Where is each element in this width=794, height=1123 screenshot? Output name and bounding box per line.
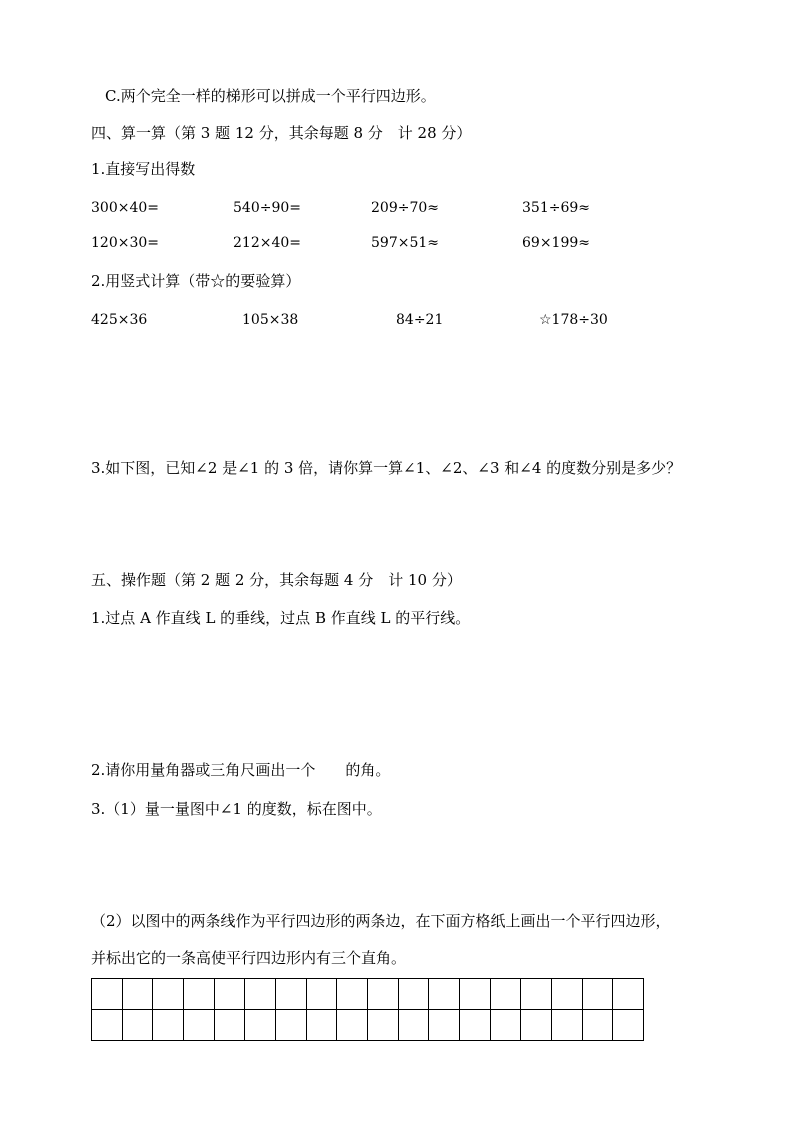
calc-item: 209÷70≈	[371, 200, 439, 216]
grid-cell	[122, 979, 153, 1010]
grid-cell	[367, 1010, 398, 1041]
grid-cell	[183, 1010, 214, 1041]
grid-cell	[122, 1010, 153, 1041]
grid-cell	[92, 979, 123, 1010]
grid-cell	[245, 979, 276, 1010]
grid-cell	[153, 979, 184, 1010]
grid-cell	[398, 979, 429, 1010]
grid-cell	[153, 1010, 184, 1041]
q5-1-text: 1.过点 A 作直线 L 的垂线，过点 B 作直线 L 的平行线。	[91, 609, 471, 627]
q5-3-2-text-b: 并标出它的一条高使平行四边形内有三个直角。	[91, 949, 407, 967]
grid-cell	[275, 1010, 306, 1041]
grid-cell	[459, 1010, 490, 1041]
grid-cell	[490, 979, 521, 1010]
square-grid-paper	[91, 978, 644, 1041]
q4-1-title: 1.直接写出得数	[91, 160, 196, 178]
calc-item: 212×40=	[233, 235, 301, 251]
grid-row	[92, 1010, 644, 1041]
calc-item: 69×199≈	[522, 235, 590, 251]
grid-cell	[551, 979, 582, 1010]
grid-cell	[551, 1010, 582, 1041]
grid-cell	[582, 1010, 613, 1041]
grid-cell	[490, 1010, 521, 1041]
grid-cell	[245, 1010, 276, 1041]
grid-cell	[429, 979, 460, 1010]
grid-cell	[429, 1010, 460, 1041]
calc-item: ☆178÷30	[539, 312, 608, 328]
q4-3-text: 3.如下图，已知∠2 是∠1 的 3 倍，请你算一算∠1、∠2、∠3 和∠4 的度数分别是多少？	[91, 459, 682, 477]
option-c-text: C.两个完全一样的梯形可以拼成一个平行四边形。	[105, 87, 436, 105]
grid-cell	[398, 1010, 429, 1041]
grid-cell	[275, 979, 306, 1010]
grid-cell	[521, 1010, 552, 1041]
calc-item: 540÷90=	[233, 200, 301, 216]
grid-cell	[337, 979, 368, 1010]
grid-cell	[337, 1010, 368, 1041]
grid-cell	[214, 979, 245, 1010]
q4-2-title: 2.用竖式计算（带☆的要验算）	[91, 272, 301, 290]
calc-item: 597×51≈	[371, 235, 439, 251]
grid-cell	[613, 1010, 644, 1041]
section-4-heading: 四、算一算（第 3 题 12 分，其余每题 8 分 计 28 分）	[91, 124, 472, 142]
calc-item: 120×30=	[91, 235, 159, 251]
grid-cell	[183, 979, 214, 1010]
calc-item: 351÷69≈	[522, 200, 590, 216]
calc-item: 84÷21	[396, 312, 444, 328]
calc-item: 105×38	[242, 312, 299, 328]
grid-cell	[521, 979, 552, 1010]
q5-3-2-text-a: （2）以图中的两条线作为平行四边形的两条边，在下面方格纸上画出一个平行四边形，	[91, 912, 671, 930]
grid-row	[92, 979, 644, 1010]
grid-cell	[367, 979, 398, 1010]
calc-item: 300×40=	[91, 200, 159, 216]
q5-3-1-text: 3.（1）量一量图中∠1 的度数，标在图中。	[91, 800, 382, 818]
grid-cell	[306, 1010, 337, 1041]
calc-item: 425×36	[91, 312, 148, 328]
grid-cell	[582, 979, 613, 1010]
section-5-heading: 五、操作题（第 2 题 2 分，其余每题 4 分 计 10 分）	[91, 571, 462, 589]
grid-cell	[306, 979, 337, 1010]
grid-cell	[613, 979, 644, 1010]
q5-2-text: 2.请你用量角器或三角尺画出一个 的角。	[91, 761, 391, 779]
grid-cell	[459, 979, 490, 1010]
grid-cell	[92, 1010, 123, 1041]
grid-cell	[214, 1010, 245, 1041]
